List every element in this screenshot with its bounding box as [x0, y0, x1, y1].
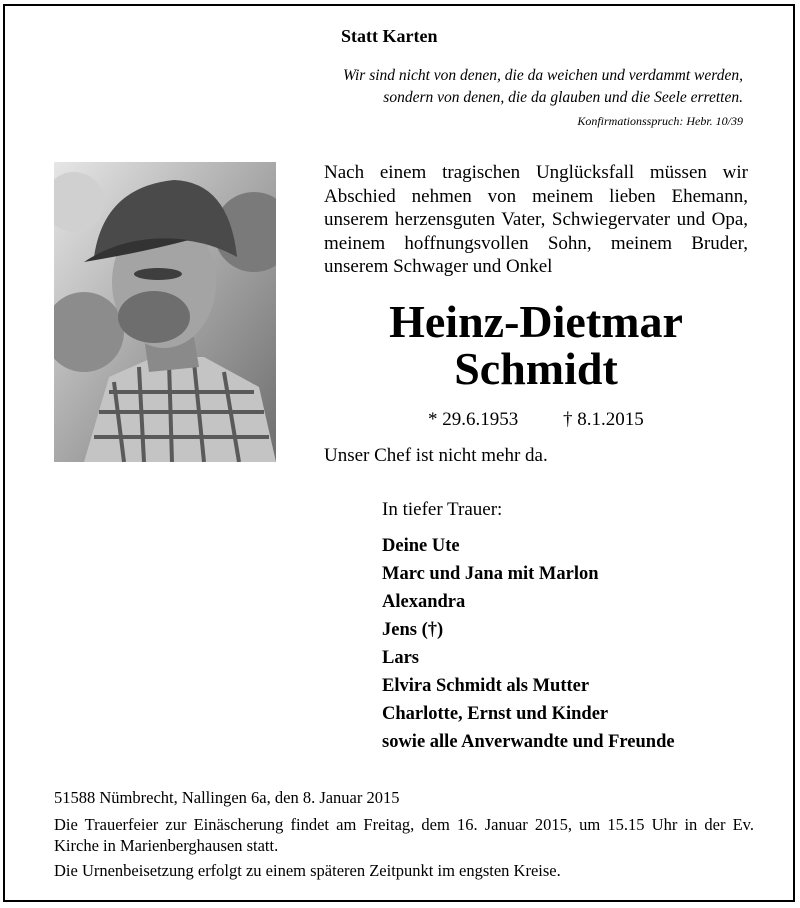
mourner-name: Deine Ute — [382, 536, 460, 556]
mourner-name: Marc und Jana mit Marlon — [382, 564, 599, 584]
mourning-label: In tiefer Trauer: — [382, 499, 503, 520]
mourner-name: Alexandra — [382, 592, 466, 612]
mourner-name: Charlotte, Ernst und Kinder — [382, 704, 609, 724]
deceased-first-name: Heinz-Dietmar — [389, 296, 683, 347]
motto-source: Konfirmationsspruch: Hebr. 10/39 — [577, 114, 743, 128]
mourner-name: Jens (†) — [382, 620, 444, 640]
footer-ceremony: Die Trauerfeier zur Einäscherung findet am Freitag, dem 16. Januar 2015, um 15.15 Uhr in der Ev. Kirche in Marienberghausen statt. — [54, 815, 754, 855]
header-title: Statt Karten — [341, 26, 438, 46]
footer-urn: Die Urnenbeisetzung erfolgt zu einem späteren Zeitpunkt im engsten Kreise. — [54, 861, 561, 880]
portrait-photo — [54, 162, 276, 462]
deceased-name — [324, 298, 748, 392]
chef-note: Unser Chef ist nicht mehr da. — [324, 445, 548, 466]
motto — [223, 65, 743, 109]
mourner-name: Lars — [382, 648, 419, 668]
death-date: † 8.1.2015 — [563, 409, 644, 430]
mourner-name: Elvira Schmidt als Mutter — [382, 676, 590, 696]
mourners-list — [382, 532, 675, 756]
mourner-name: sowie alle Anverwandte und Freunde — [382, 732, 675, 752]
deceased-last-name: Schmidt — [454, 343, 618, 394]
footer-place-date: 51588 Nümbrecht, Nallingen 6a, den 8. Januar 2015 — [54, 788, 400, 807]
motto-line-1: Wir sind nicht von denen, die da weichen und verdammt werden, — [342, 67, 743, 84]
motto-line-2: sondern von denen, die da glauben und die Seele erretten. — [383, 89, 743, 106]
birth-date: * 29.6.1953 — [428, 409, 519, 430]
intro-text: Nach einem tragischen Unglücksfall müssen wir Abschied nehmen von meinem lieben Ehemann, unserem herzensguten Vater, Schwiegervater und Opa, meinem hoffnungsvollen Sohn, meinem Bruder, unserem Schwager und Onkel — [324, 162, 748, 278]
